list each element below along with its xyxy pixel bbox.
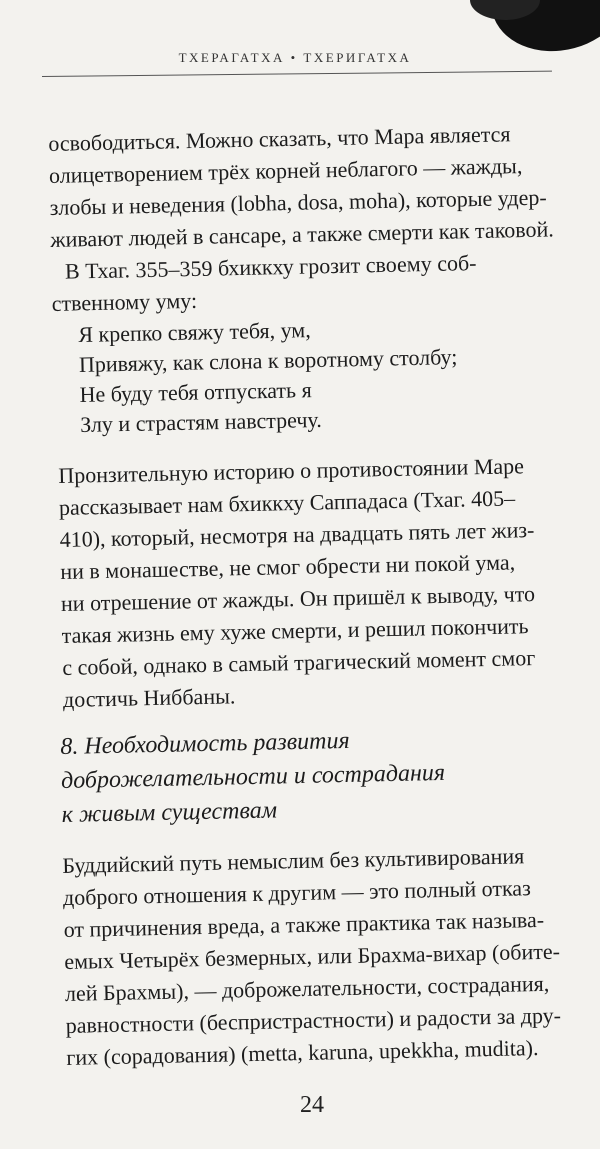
heading-line: доброжелательности и сострадания [60,759,446,794]
verse-line: Не буду тебя отпускать я [79,377,312,407]
text-line: ни в монашестве, не смог обрести ни покой ума, [60,549,516,584]
text-line: гих (сорадования) (metta, karuna, upekkha, mudita). [66,1035,539,1070]
text-line: емых Четырёх безмерных, или Брахма-вихар (обите- [64,938,561,974]
text-line: 410), который, несмотря на двадцать пять лет жиз- [59,517,535,552]
paragraph-3 [58,450,558,716]
text-line: рассказывает нам бхиккху Саппадаса (Тхаг. 405– [58,485,516,520]
text-line: доброго отношения к другим — это полный отказ [62,875,531,910]
paragraph-2 [51,245,557,320]
text-line: равностности (беспристрастности) и радости за дру- [65,1002,562,1038]
running-header: ТХЕРАГАТХА • ТХЕРИГАТХА [178,50,412,65]
verse-line: Привяжу, как слона к воротному столбу; [78,344,458,377]
text-line: с собой, однако в самый трагический момент смог [62,645,536,680]
text-line: такая жизнь ему хуже смерти, и решил покончить [61,613,529,648]
paragraph-1 [48,117,556,256]
text-block-1 [48,117,557,320]
text-line: достичь Ниббаны. [62,683,236,712]
text-line: ни отрешение от жажды. Он пришёл к выводу, что [60,581,536,616]
text-line: олицетворением трёх корней неблагого — жажды, [48,153,523,188]
text-line: живают людей в сансаре, а также смерти как таковой. [50,216,555,252]
text-line: лей Брахмы), — доброжелательности, сострадания, [64,970,550,1006]
verse-line: Я крепко свяжу тебя, ум, [78,317,311,347]
header-rule [42,71,552,77]
verse-block [78,312,459,440]
text-line: Буддийский путь немыслим без культивирования [62,843,525,878]
text-line: от причинения вреда, а также практика так называ- [63,906,545,942]
text-block-2 [58,450,558,716]
text-line: злобы и неведения (lobha, dosa, moha), которые удер- [49,184,547,220]
text-line: ственному уму: [51,287,198,316]
text-line: Пронзительную историю о противостоянии Маре [58,453,525,488]
section-heading [60,722,446,832]
heading-line: к живым существам [61,797,278,828]
heading-line: 8. Необходимость развития [60,727,350,760]
page-number: 24 [300,1092,324,1118]
text-block-3 [62,840,562,1074]
text-line: В Тхаг. 355–359 бхиккху грозит своему соб- [64,250,477,284]
verse-line: Злу и страстям навстречу. [79,406,322,437]
paragraph-4 [62,840,562,1074]
text-line: освободиться. Можно сказать, что Мара является [48,121,511,156]
